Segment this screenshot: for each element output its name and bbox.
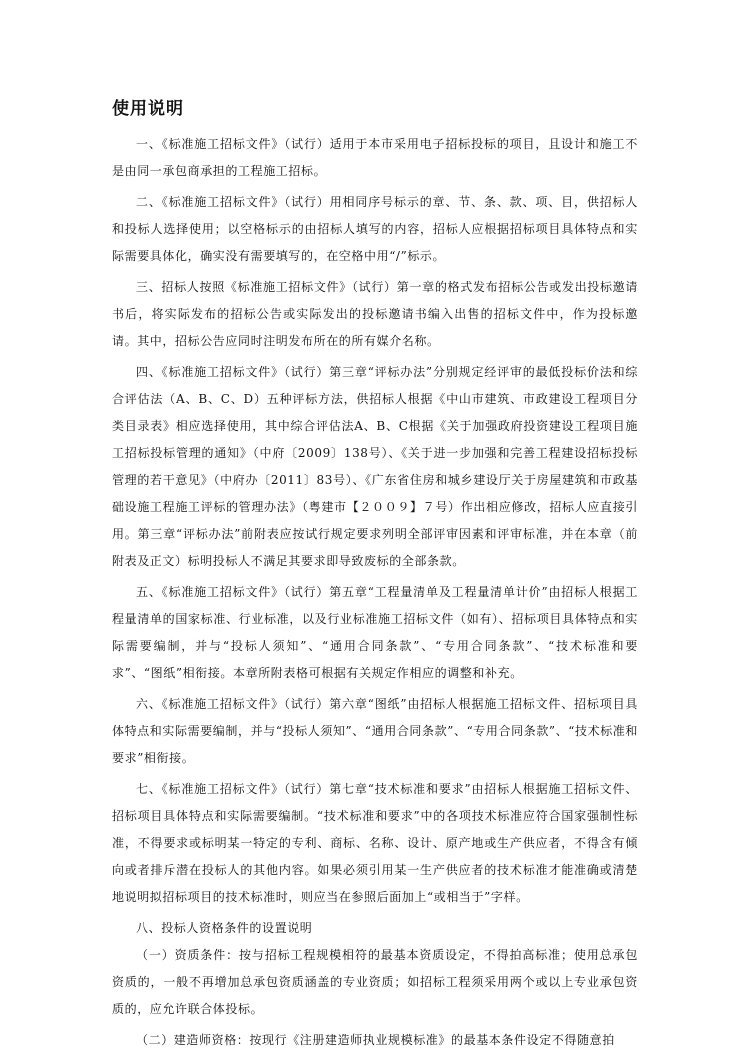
paragraph-3: 三、招标人按照《标准施工招标文件》（试行）第一章的格式发布招标公告或发出投标邀请书后，将实际发布的招标公告或实际发出的投标邀请书编入出售的招标文件中，作为投标邀请。其中，招标公告应同时注明发布所在的所有媒介名称。 (112, 280, 638, 348)
paragraph-qualification: （一）资质条件：按与招标工程规模相符的最基本资质设定，不得拍高标准；使用总承包资质的，一般不再增加总承包资质涵盖的专业资质；如招标工程须采用两个或以上专业承包资质的，应允许联合体投标。 (112, 948, 638, 1016)
paragraph-constructor: （二）建造师资格：按现行《注册建造师执业规模标准》的最基本条件设定不得随意拍 (136, 1033, 615, 1047)
paragraph-4: 四、《标准施工招标文件》（试行）第三章“评标办法”分别规定经评审的最低投标价法和综合评估法（A、B、C、D）五种评标方法，供招标人根据《中山市建筑、市政建设工程项目分类目录表》相应选择使用，其中综合评估法A、B、C根据《关于加强政府投资建设工程项目施工招标投标管理的通知》（中府〔2009〕138号）、《关于进一步加强和完善工程建设招标投标管理的若干意见》（中府办〔2011〕83号）、《广东省住房和城乡建设厅关于房屋建筑和市政基础设施工程施工评标的管理办法》（粤建市【２００９】７号）作出相应修改，招标人应直接引用。第三章“评标办法”前附表应按试行规定要求列明全部评审因素和评审标准，并在本章（前附表及正文）标明投标人不满足其要求即导致废标的全部条款。 (112, 365, 638, 568)
page-title: 使用说明 (112, 99, 184, 119)
paragraph-7: 七、《标准施工招标文件》（试行）第七章“技术标准和要求”由招标人根据施工招标文件、招标项目具体特点和实际需要编制。“技术标准和要求”中的各项技术标准应符合国家强制性标准，不得要求或标明某一特定的专利、商标、名称、设计、原产地或生产供应者，不得含有倾向或者排斥潜在投标人的其他内容。如果必须引用某一生产供应者的技术标准才能准确或清楚地说明拟招标项目的技术标准时，则应当在参照后面加上“或相当于”字样。 (112, 782, 638, 904)
document-body (112, 131, 638, 1058)
paragraph-2: 二、《标准施工招标文件》（试行）用相同序号标示的章、节、条、款、项、目，供招标人和投标人选择使用；以空格标示的由招标人填写的内容，招标人应根据招标项目具体特点和实际需要具体化，确实没有需要填写的，在空格中用“/”标示。 (112, 195, 638, 263)
paragraph-8-heading: 八、投标人资格条件的设置说明 (136, 921, 313, 935)
paragraph-1: 一、《标准施工招标文件》（试行）适用于本市采用电子招标投标的项目，且设计和施工不是由同一承包商承担的工程施工招标。 (112, 137, 638, 178)
paragraph-6: 六、《标准施工招标文件》（试行）第六章“图纸”由招标人根据施工招标文件、招标项目具体特点和实际需要编制，并与“投标人须知”、“通用合同条款”、“专用合同条款”、“技术标准和要求”相衔接。 (112, 697, 638, 765)
paragraph-5: 五、《标准施工招标文件》（试行）第五章“工程量清单及工程量清单计价”由招标人根据工程量清单的国家标准、行业标准，以及行业标准施工招标文件（如有）、招标项目具体特点和实际需要编制，并与“投标人须知”、“通用合同条款”、“专用合同条款”、“技术标准和要求”、“图纸”相衔接。本章所附表格可根据有关规定作相应的调整和补充。 (112, 585, 638, 680)
